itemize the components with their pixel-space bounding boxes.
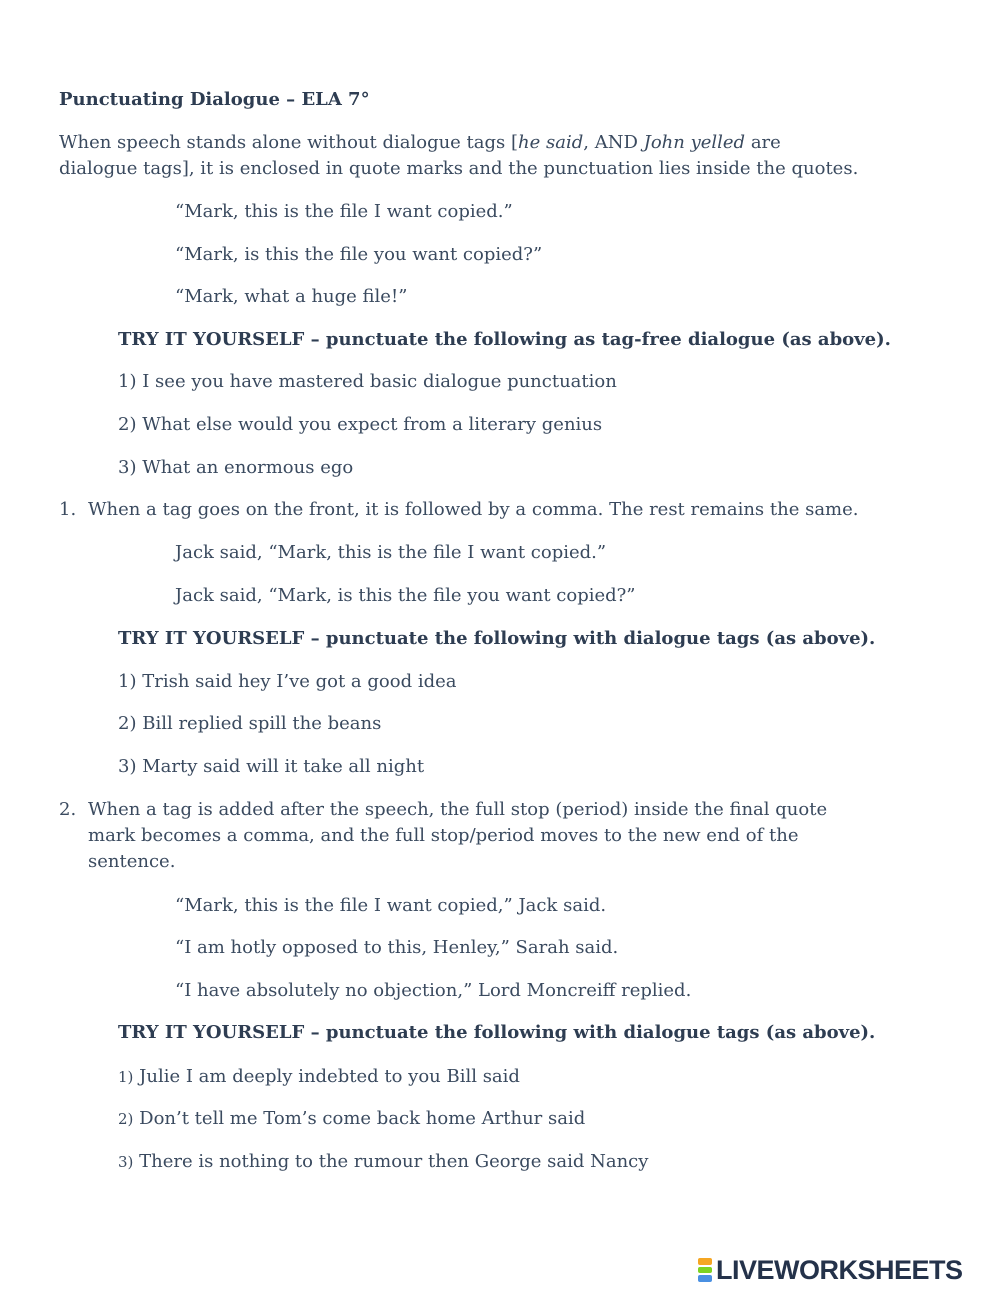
example-line: “Mark, this is the file I want copied.” bbox=[175, 201, 513, 222]
item-number: 2) bbox=[118, 414, 137, 435]
try-it-heading: TRY IT YOURSELF – punctuate the following with dialogue tags (as above). bbox=[118, 1022, 876, 1043]
exercise-item bbox=[118, 1106, 585, 1132]
intro-tag2: John yelled bbox=[643, 132, 746, 153]
item-text: What else would you expect from a literary genius bbox=[142, 414, 603, 435]
item-number: 1) bbox=[118, 1068, 134, 1086]
example-line: “I am hotly opposed to this, Henley,” Sarah said. bbox=[175, 937, 619, 958]
item-text: There is nothing to the rumour then George said Nancy bbox=[139, 1151, 649, 1172]
page-title: Punctuating Dialogue – ELA 7° bbox=[59, 89, 370, 110]
item-text: Marty said will it take all night bbox=[142, 756, 425, 777]
logo-stripe bbox=[698, 1267, 712, 1274]
rule-2 bbox=[59, 797, 827, 823]
item-number: 3) bbox=[118, 1153, 134, 1171]
rule-text: When a tag goes on the front, it is followed by a comma. The rest remains the same. bbox=[88, 499, 859, 520]
example-line: Jack said, “Mark, is this the file you want copied?” bbox=[175, 585, 636, 606]
try-it-heading: TRY IT YOURSELF – punctuate the following with dialogue tags (as above). bbox=[118, 628, 876, 649]
item-text: I see you have mastered basic dialogue punctuation bbox=[142, 371, 617, 392]
item-text: Don’t tell me Tom’s come back home Arthur said bbox=[139, 1108, 586, 1129]
intro-part3: are bbox=[745, 132, 781, 153]
exercise-item bbox=[118, 754, 424, 780]
rule-text: When a tag is added after the speech, the full stop (period) inside the final quote bbox=[88, 799, 828, 820]
item-number: 3) bbox=[118, 756, 137, 777]
item-number: 2) bbox=[118, 713, 137, 734]
logo-text: LIVEWORKSHEETS bbox=[716, 1254, 963, 1285]
exercise-item bbox=[118, 1064, 520, 1090]
example-line: “Mark, what a huge file!” bbox=[175, 286, 408, 307]
item-number: 2) bbox=[118, 1110, 134, 1128]
rule-text: mark becomes a comma, and the full stop/period moves to the new end of the bbox=[88, 825, 799, 846]
exercise-item bbox=[118, 412, 602, 438]
intro-part2: , AND bbox=[583, 132, 644, 153]
intro-line-2: dialogue tags], it is enclosed in quote marks and the punctuation lies inside the quotes. bbox=[59, 158, 859, 179]
logo-stripe bbox=[698, 1258, 712, 1265]
exercise-item bbox=[118, 1149, 648, 1175]
logo-mark-icon bbox=[698, 1257, 712, 1283]
item-text: What an enormous ego bbox=[142, 457, 354, 478]
example-line: “I have absolutely no objection,” Lord Moncreiff replied. bbox=[175, 980, 692, 1001]
item-text: Bill replied spill the beans bbox=[142, 713, 382, 734]
item-number: 1) bbox=[118, 671, 137, 692]
exercise-item bbox=[118, 455, 353, 481]
item-number: 3) bbox=[118, 457, 137, 478]
example-line: “Mark, is this the file you want copied?” bbox=[175, 244, 543, 265]
logo-stripe bbox=[698, 1275, 712, 1282]
exercise-item bbox=[118, 369, 617, 395]
rule-number: 2. bbox=[59, 799, 77, 820]
example-line: Jack said, “Mark, this is the file I want copied.” bbox=[175, 542, 607, 563]
item-text: Julie I am deeply indebted to you Bill said bbox=[139, 1066, 520, 1087]
rule-number: 1. bbox=[59, 499, 77, 520]
item-text: Trish said hey I’ve got a good idea bbox=[142, 671, 457, 692]
exercise-item bbox=[118, 711, 381, 737]
liveworksheets-logo bbox=[698, 1255, 998, 1285]
item-number: 1) bbox=[118, 371, 137, 392]
rule-1 bbox=[59, 497, 859, 523]
example-line: “Mark, this is the file I want copied,” Jack said. bbox=[175, 895, 607, 916]
intro-line-1 bbox=[59, 130, 781, 156]
try-it-heading: TRY IT YOURSELF – punctuate the following as tag-free dialogue (as above). bbox=[118, 329, 891, 350]
intro-tag1: he said bbox=[518, 132, 584, 153]
intro-part1: When speech stands alone without dialogue tags [ bbox=[59, 132, 519, 153]
exercise-item bbox=[118, 669, 457, 695]
rule-text: sentence. bbox=[88, 851, 176, 872]
